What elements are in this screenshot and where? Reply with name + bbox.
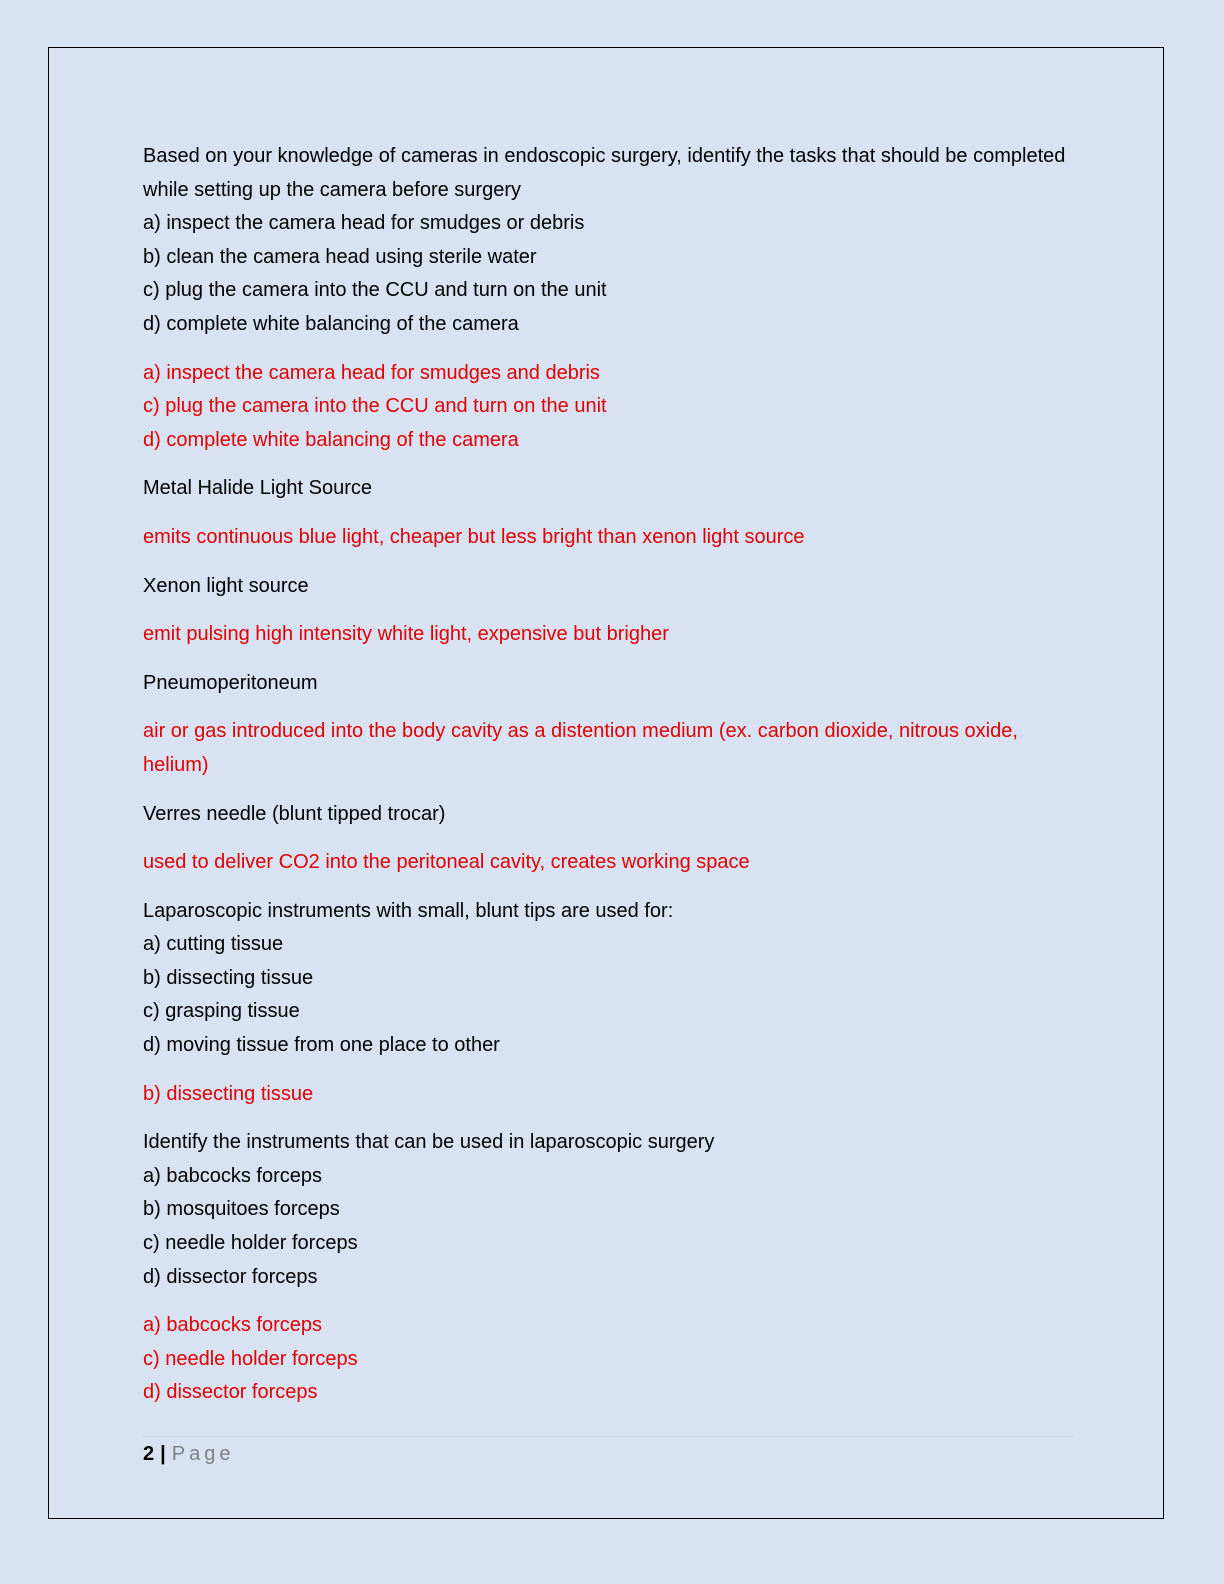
- page-footer: [143, 1440, 234, 1468]
- option-text: c) plug the camera into the CCU and turn on the unit: [143, 279, 607, 302]
- page-label: Page: [171, 1443, 235, 1465]
- answer-text: a) babcocks forceps: [143, 1314, 322, 1337]
- answer-text: c) needle holder forceps: [143, 1347, 358, 1370]
- page-number: 2: [143, 1443, 155, 1465]
- document-body: [143, 140, 1083, 1425]
- option-text: b) clean the camera head using sterile water: [143, 245, 537, 268]
- answer-text: used to deliver CO2 into the peritoneal cavity, creates working space: [143, 851, 750, 874]
- answer-text: d) complete white balancing of the camera: [143, 428, 519, 451]
- question-block: [143, 570, 1083, 604]
- answer-text: d) dissector forceps: [143, 1381, 318, 1404]
- option-text: c) needle holder forceps: [143, 1232, 358, 1255]
- answer-block: [143, 715, 1083, 782]
- option-text: a) babcocks forceps: [143, 1164, 322, 1187]
- answer-block: [143, 618, 1083, 652]
- option-text: d) dissector forceps: [143, 1265, 318, 1288]
- option-text: b) dissecting tissue: [143, 966, 314, 989]
- option-text: d) moving tissue from one place to other: [143, 1034, 500, 1057]
- answer-text: air or gas introduced into the body cavity as a distention medium (ex. carbon dioxide, nitrous oxide, helium): [143, 720, 1018, 776]
- question-text: Based on your knowledge of cameras in endoscopic surgery, identify the tasks that should be completed while setting up the camera before surgery: [143, 145, 1066, 201]
- question-text: Verres needle (blunt tipped trocar): [143, 802, 446, 825]
- question-block: [143, 140, 1083, 342]
- answer-text: emits continuous blue light, cheaper but less bright than xenon light source: [143, 525, 805, 548]
- answer-block: [143, 846, 1083, 880]
- question-block: [143, 895, 1083, 1063]
- answer-text: c) plug the camera into the CCU and turn on the unit: [143, 395, 607, 418]
- footer-separator: |: [160, 1443, 166, 1465]
- option-text: d) complete white balancing of the camera: [143, 312, 519, 335]
- option-text: b) mosquitoes forceps: [143, 1198, 340, 1221]
- answer-block: [143, 1078, 1083, 1112]
- question-block: [143, 1126, 1083, 1294]
- answer-block: [143, 357, 1083, 458]
- footer-rule: [143, 1436, 1073, 1437]
- question-block: [143, 667, 1083, 701]
- answer-block: [143, 1309, 1083, 1410]
- option-text: c) grasping tissue: [143, 1000, 300, 1023]
- question-text: Pneumoperitoneum: [143, 671, 318, 694]
- question-block: [143, 472, 1083, 506]
- answer-text: b) dissecting tissue: [143, 1082, 314, 1105]
- question-text: Metal Halide Light Source: [143, 477, 373, 500]
- question-block: [143, 798, 1083, 832]
- answer-block: [143, 521, 1083, 555]
- question-text: Laparoscopic instruments with small, blunt tips are used for:: [143, 899, 674, 922]
- question-text: Xenon light source: [143, 574, 309, 597]
- answer-text: a) inspect the camera head for smudges and debris: [143, 361, 600, 384]
- question-text: Identify the instruments that can be used in laparoscopic surgery: [143, 1131, 715, 1154]
- answer-text: emit pulsing high intensity white light, expensive but brigher: [143, 623, 669, 646]
- option-text: a) cutting tissue: [143, 933, 284, 956]
- option-text: a) inspect the camera head for smudges or debris: [143, 212, 585, 235]
